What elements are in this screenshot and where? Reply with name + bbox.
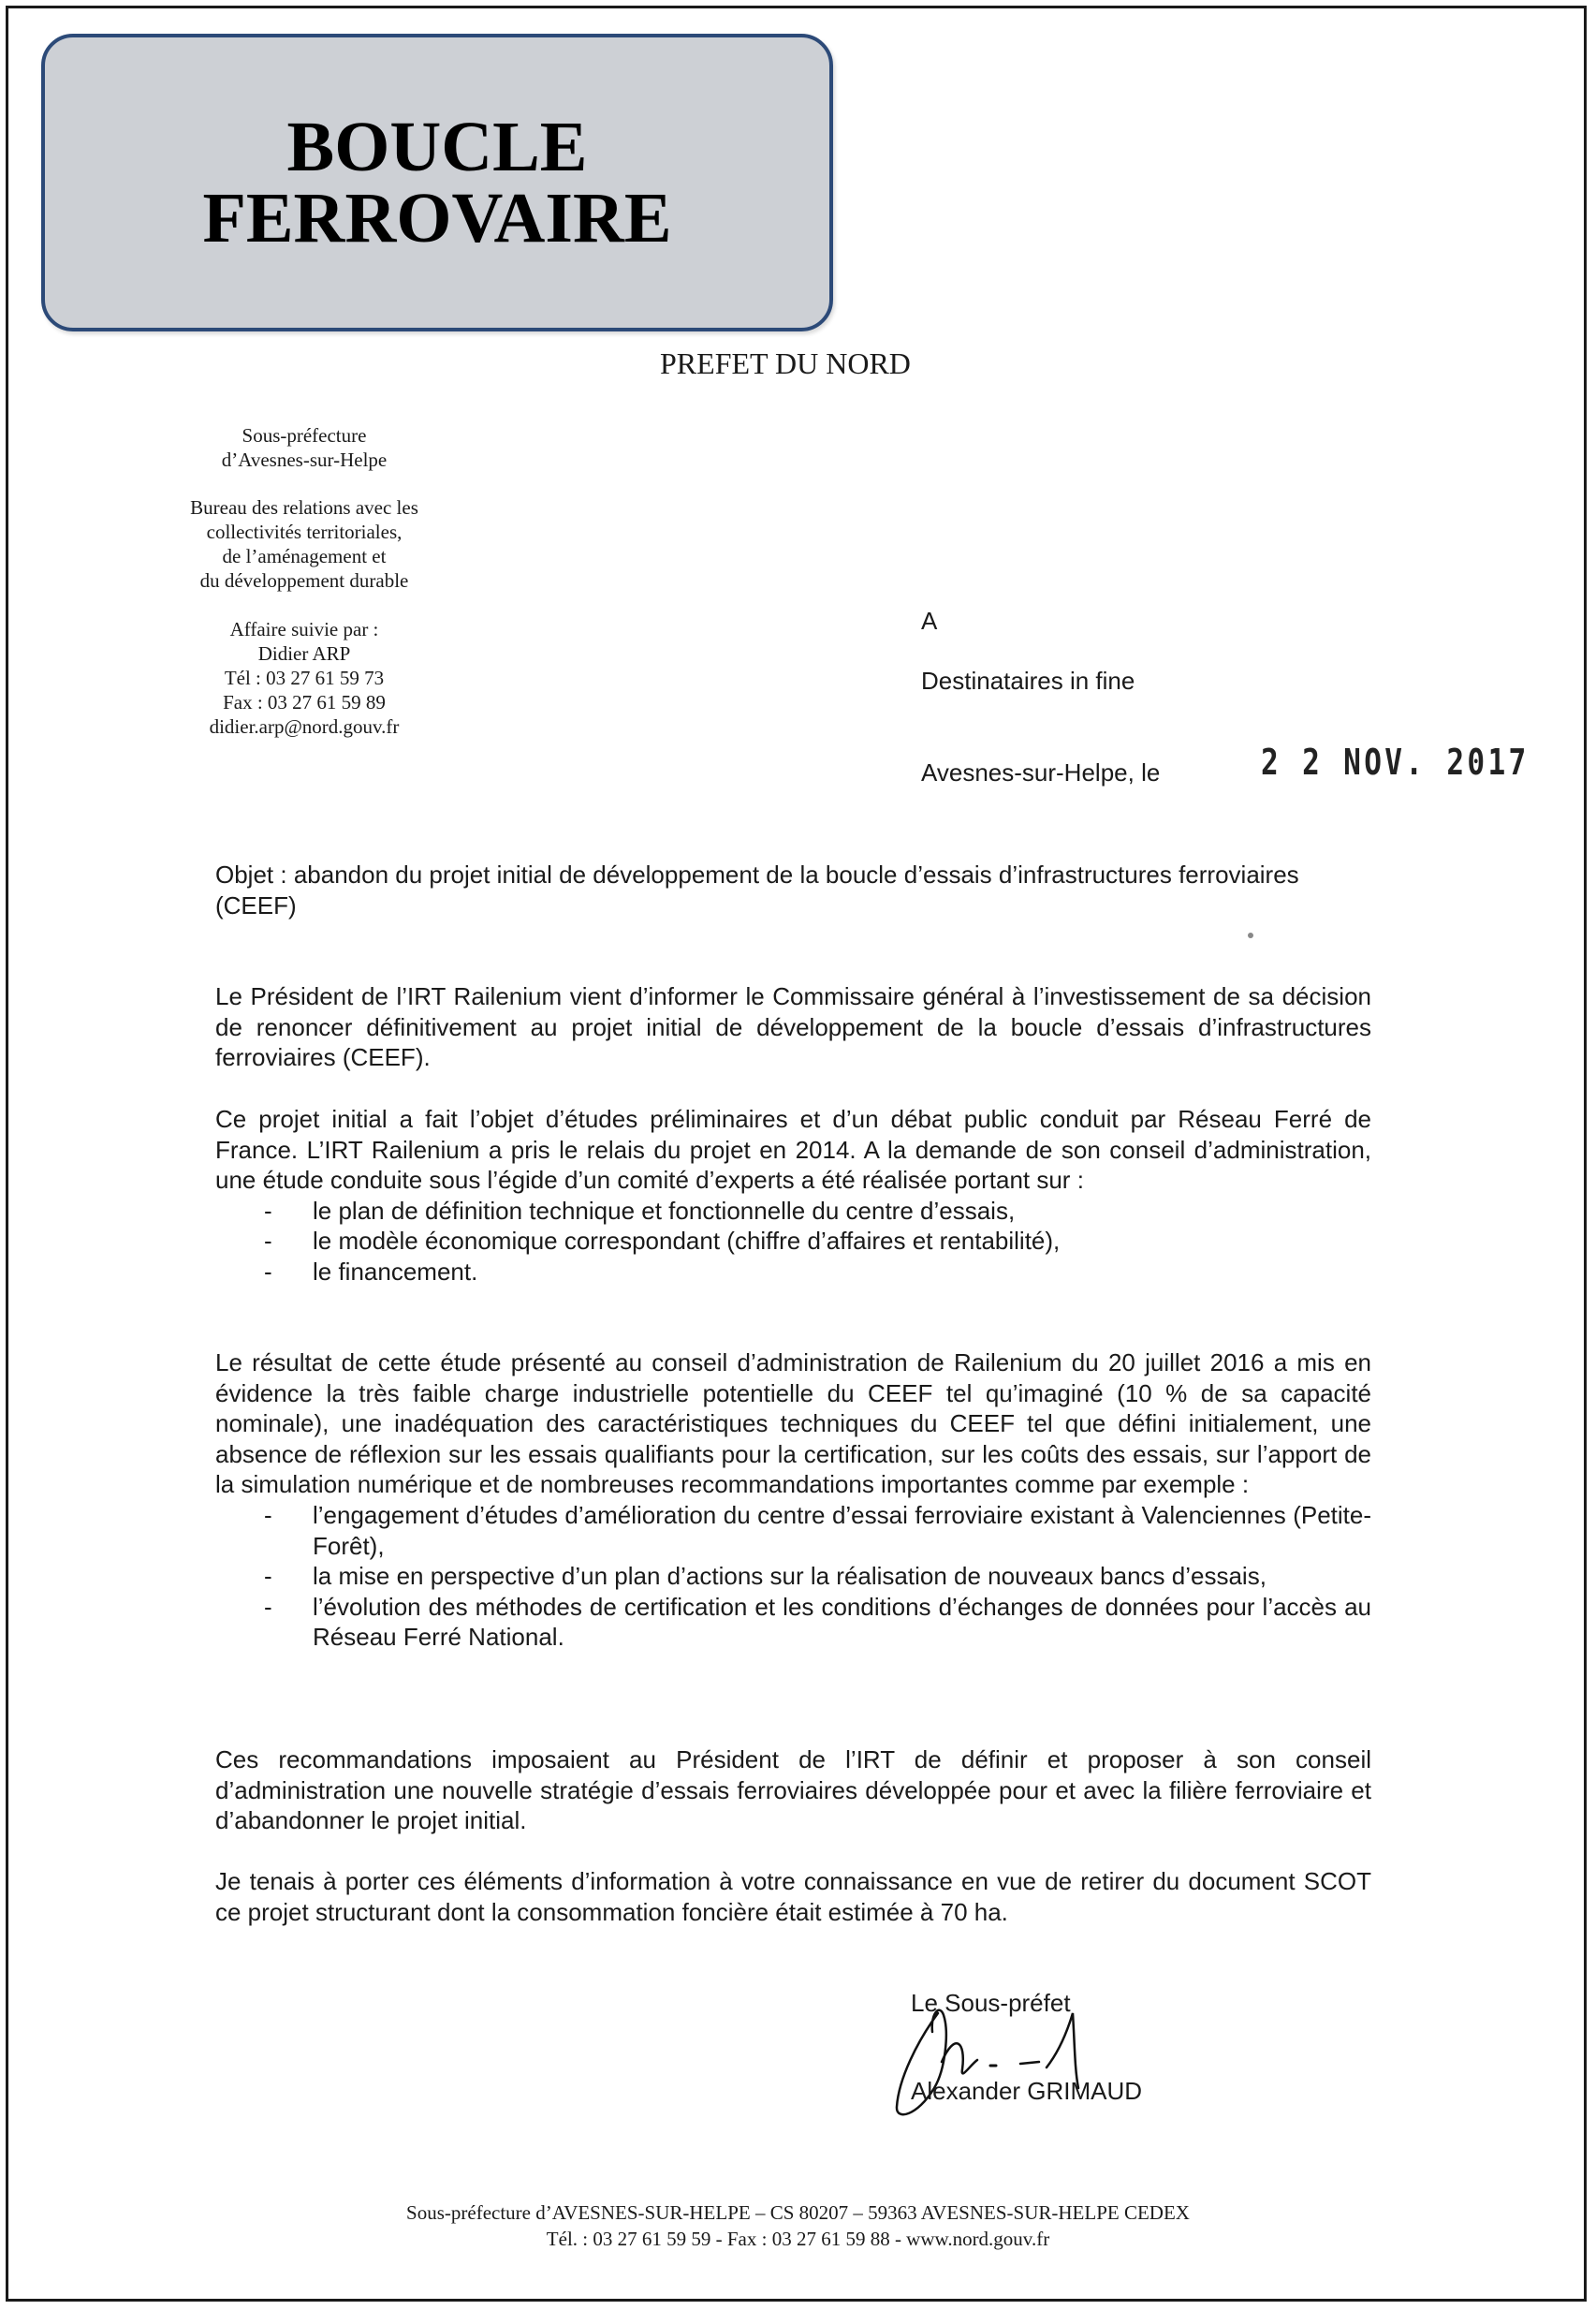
list-item: - le modèle économique correspondant (chiffre d’affaires et rentabilité), xyxy=(215,1226,1371,1257)
paragraph-5-text: Je tenais à porter ces éléments d’information à votre connaissance en vue de retirer du document SCOT ce projet structurant dont la consommation foncière était estimée à 70 ha. xyxy=(215,1867,1371,1926)
bureau-line-4: du développement durable xyxy=(199,569,409,592)
letter-object xyxy=(215,860,1371,920)
paragraph-3 xyxy=(215,1347,1371,1653)
signer-title: Le Sous-préfet xyxy=(911,1989,1071,2017)
paragraph-3-text: Le résultat de cette étude présenté au conseil d’administration de Railenium du 20 juillet 2016 a mis en évidence la très faible charge industrielle potentielle du CEEF tel qu’imaginé (10 % de sa capacité nominale), une inadéquation des caractéristiques techniques du CEEF tel que défini initialement, une absence de réflexion sur les essais qualifiants pour la certification, sur les coûts des essais, sur l’apport de la simulation numérique et de nombreuses recommandations importantes comme par exemple : xyxy=(215,1348,1371,1499)
paragraph-4-text: Ces recommandations imposaient au Président de l’IRT de définir et proposer à son conseil d’administration une nouvelle stratégie d’essais ferroviaires développée pour et avec la filière ferroviaire et d’abandonner le projet initial. xyxy=(215,1745,1371,1835)
paragraph-1 xyxy=(215,981,1371,1073)
office-line-1: Sous-préfecture xyxy=(242,424,367,447)
contact-line-4: Fax : 03 27 61 59 89 xyxy=(223,691,386,714)
authority-heading: PREFET DU NORD xyxy=(660,346,911,380)
footer-contact: Tél. : 03 27 61 59 59 - Fax : 03 27 61 59 88 - www.nord.gouv.fr xyxy=(546,2228,1050,2250)
sender-bureau xyxy=(150,495,459,593)
footer-address: Sous-préfecture d’AVESNES-SUR-HELPE – CS 80207 – 59363 AVESNES-SUR-HELPE CEDEX xyxy=(406,2201,1190,2224)
recipient-to: A xyxy=(921,607,938,635)
list-item: - le financement. xyxy=(215,1257,1371,1287)
recipient-addressees: Destinataires in fine xyxy=(921,667,1135,695)
paragraph-2 xyxy=(215,1104,1371,1287)
list-item: - l’évolution des méthodes de certification et les conditions d’échanges de données pour l’accès au Réseau Ferré National. xyxy=(215,1592,1371,1653)
list-item: - l’engagement d’études d’amélioration du centre d’essai ferroviaire existant à Valenciennes (Petite-Forêt), xyxy=(215,1500,1371,1561)
office-line-2: d’Avesnes-sur-Helpe xyxy=(221,449,388,471)
list-item: - le plan de définition technique et fonctionnelle du centre d’essais, xyxy=(215,1196,1371,1227)
sender-office xyxy=(150,423,459,472)
title-banner xyxy=(41,34,833,331)
object-text: Objet : abandon du projet initial de développement de la boucle d’essais d’infrastructures ferroviaires (CEEF) xyxy=(215,861,1299,920)
banner-line-2: FERROVAIRE xyxy=(202,179,672,257)
paragraph-1-text: Le Président de l’IRT Railenium vient d’informer le Commissaire général à l’investissement de sa décision de renoncer définitivement au projet initial de développement de la boucle d’essais d’infrastructures ferroviaires (CEEF). xyxy=(215,982,1371,1072)
sender-contact xyxy=(150,617,459,739)
banner-line-1: BOUCLE xyxy=(286,108,588,186)
contact-line-3: Tél : 03 27 61 59 73 xyxy=(224,667,385,689)
scan-speck xyxy=(1248,933,1253,938)
bureau-line-1: Bureau des relations avec les xyxy=(190,496,418,519)
contact-line-2: Didier ARP xyxy=(257,642,351,665)
letter-place: Avesnes-sur-Helpe, le xyxy=(921,758,1161,787)
contact-line-1: Affaire suivie par : xyxy=(229,618,379,640)
date-stamp: 2 2 NOV. 2017 xyxy=(1261,742,1530,783)
paragraph-2-text: Ce projet initial a fait l’objet d’études préliminaires et d’un débat public conduit par Réseau Ferré de France. L’IRT Railenium a pris le relais du projet en 2014. A la demande de son conseil d’administration, une étude conduite sous l’égide d’un comité d’experts a été réalisée portant sur : xyxy=(215,1105,1371,1195)
bureau-line-2: collectivités territoriales, xyxy=(206,521,403,543)
paragraph-5 xyxy=(215,1866,1371,1927)
recommendations-list xyxy=(215,1500,1371,1653)
paragraph-4 xyxy=(215,1744,1371,1836)
bureau-line-3: de l’aménagement et xyxy=(222,545,387,567)
contact-email: didier.arp@nord.gouv.fr xyxy=(209,715,400,738)
list-item: - la mise en perspective d’un plan d’actions sur la réalisation de nouveaux bancs d’essais, xyxy=(215,1561,1371,1592)
signer-name: Alexander GRIMAUD xyxy=(911,2077,1143,2105)
study-topics-list xyxy=(215,1196,1371,1287)
